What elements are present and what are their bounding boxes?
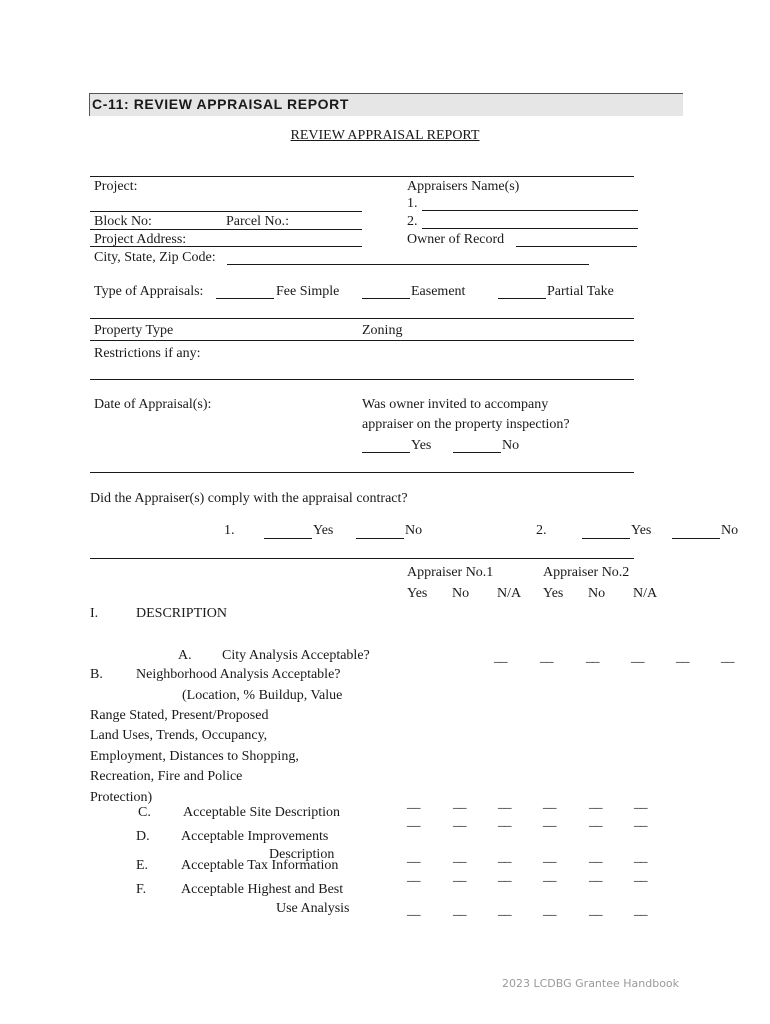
item-c-text: Acceptable Site Description: [183, 805, 341, 820]
item-a-blank[interactable]: __: [494, 650, 507, 665]
comply-1-yes-label: Yes: [313, 523, 334, 538]
item-b-detail: Range Stated, Present/Proposed: [90, 708, 269, 723]
city-state-zip-label: City, State, Zip Code:: [94, 250, 216, 265]
invited-no-blank[interactable]: [453, 452, 501, 453]
parcel-no-label: Parcel No.:: [226, 214, 289, 229]
appraiser-1-column-header: Appraiser No.1: [407, 565, 494, 580]
item-e-label: E.: [136, 858, 149, 873]
item-a-blank[interactable]: __: [721, 650, 734, 665]
section-title: DESCRIPTION: [136, 606, 228, 621]
item-d-blank[interactable]: __: [498, 850, 511, 865]
date-of-appraisal-label: Date of Appraisal(s):: [94, 397, 212, 412]
item-b-detail: Recreation, Fire and Police: [90, 769, 243, 784]
item-e-blank[interactable]: __: [634, 869, 647, 884]
project-address-field[interactable]: [90, 246, 362, 247]
partial-take-option: Partial Take: [547, 284, 614, 299]
item-f-text-continued: Use Analysis: [276, 901, 350, 916]
col-no-1: No: [452, 586, 470, 601]
item-b-detail: Protection): [90, 790, 153, 805]
item-c-label: C.: [138, 805, 151, 820]
item-e-blank[interactable]: __: [543, 869, 556, 884]
item-e-blank[interactable]: __: [498, 869, 511, 884]
appraiser-2-field[interactable]: [422, 228, 638, 229]
property-type-field[interactable]: [90, 340, 634, 341]
item-b-detail: Employment, Distances to Shopping,: [90, 749, 299, 764]
appraiser-2-column-header: Appraiser No.2: [543, 565, 630, 580]
item-b-blank[interactable]: __: [543, 796, 556, 811]
item-b-blank[interactable]: __: [407, 796, 420, 811]
item-b-blank[interactable]: __: [453, 796, 466, 811]
item-b-blank[interactable]: __: [498, 796, 511, 811]
invited-yes-label: Yes: [411, 438, 432, 453]
owner-of-record-label: Owner of Record: [407, 232, 505, 247]
rule-line: [90, 318, 634, 319]
item-d-blank[interactable]: __: [407, 850, 420, 865]
block-parcel-field[interactable]: [90, 229, 362, 230]
item-a-blank[interactable]: __: [631, 650, 644, 665]
project-label: Project:: [94, 179, 138, 194]
project-address-label: Project Address:: [94, 232, 187, 247]
block-no-label: Block No:: [94, 214, 152, 229]
item-b-blank[interactable]: __: [589, 796, 602, 811]
partial-take-blank[interactable]: [498, 298, 546, 299]
col-yes-2: Yes: [543, 586, 564, 601]
item-a-label: A.: [178, 648, 192, 663]
comply-2-no-blank[interactable]: [672, 538, 720, 539]
restrictions-field[interactable]: [90, 379, 634, 380]
item-d-text-continued: Description: [269, 847, 335, 862]
item-e-blank[interactable]: __: [453, 869, 466, 884]
item-b-text: Neighborhood Analysis Acceptable?: [136, 667, 341, 682]
easement-option: Easement: [411, 284, 466, 299]
item-f-blank[interactable]: __: [407, 903, 420, 918]
zoning-label: Zoning: [362, 323, 403, 338]
comply-question: Did the Appraiser(s) comply with the appraisal contract?: [90, 491, 408, 506]
document-title: REVIEW APPRAISAL REPORT: [290, 128, 480, 143]
item-f-label: F.: [136, 882, 147, 897]
item-d-blank[interactable]: __: [453, 850, 466, 865]
item-d-text: Acceptable Improvements: [181, 829, 329, 844]
comply-1-no-blank[interactable]: [356, 538, 404, 539]
fee-simple-option: Fee Simple: [276, 284, 340, 299]
type-of-appraisals-label: Type of Appraisals:: [94, 284, 204, 299]
rule-line: [90, 472, 634, 473]
item-d-blank[interactable]: __: [634, 850, 647, 865]
item-c-blank[interactable]: __: [589, 814, 602, 829]
appraiser-1-label: 1.: [407, 196, 418, 211]
item-c-blank[interactable]: __: [543, 814, 556, 829]
item-d-blank[interactable]: __: [543, 850, 556, 865]
item-f-blank[interactable]: __: [589, 903, 602, 918]
owner-invited-question-1: Was owner invited to accompany: [362, 397, 549, 412]
item-c-blank[interactable]: __: [407, 814, 420, 829]
item-e-text: Acceptable Tax Information: [181, 858, 339, 873]
item-d-label: D.: [136, 829, 150, 844]
section-number: I.: [90, 606, 99, 621]
item-a-blank[interactable]: __: [586, 650, 599, 665]
item-e-blank[interactable]: __: [407, 869, 420, 884]
col-na-1: N/A: [497, 586, 522, 601]
item-f-blank[interactable]: __: [634, 903, 647, 918]
item-a-blank[interactable]: __: [540, 650, 553, 665]
col-no-2: No: [588, 586, 606, 601]
item-b-detail: (Location, % Buildup, Value: [182, 688, 343, 703]
item-f-blank[interactable]: __: [453, 903, 466, 918]
comply-1-no-label: No: [405, 523, 423, 538]
item-f-text: Acceptable Highest and Best: [181, 882, 344, 897]
col-na-2: N/A: [633, 586, 658, 601]
page-footer: 2023 LCDBG Grantee Handbook: [502, 977, 680, 990]
comply-2-yes-label: Yes: [631, 523, 652, 538]
owner-of-record-field[interactable]: [516, 246, 637, 247]
item-c-blank[interactable]: __: [634, 814, 647, 829]
appraiser-1-field[interactable]: [422, 210, 638, 211]
item-e-blank[interactable]: __: [589, 869, 602, 884]
rule-line: [90, 558, 634, 559]
item-b-detail: Land Uses, Trends, Occupancy,: [90, 728, 268, 743]
item-c-blank[interactable]: __: [453, 814, 466, 829]
restrictions-label: Restrictions if any:: [94, 346, 201, 361]
rule-line: [90, 176, 634, 177]
invited-no-label: No: [502, 438, 520, 453]
project-field[interactable]: [90, 211, 362, 212]
comply-1-yes-blank[interactable]: [264, 538, 312, 539]
appraisers-name-label: Appraisers Name(s): [407, 179, 520, 194]
item-f-blank[interactable]: __: [498, 903, 511, 918]
comply-appraiser-1-number: 1.: [224, 523, 235, 538]
item-d-blank[interactable]: __: [589, 850, 602, 865]
owner-invited-question-2: appraiser on the property inspection?: [362, 417, 570, 432]
item-a-text: City Analysis Acceptable?: [222, 648, 370, 663]
item-b-blank[interactable]: __: [634, 796, 647, 811]
comply-2-no-label: No: [721, 523, 739, 538]
comply-2-yes-blank[interactable]: [582, 538, 630, 539]
appraiser-2-label: 2.: [407, 214, 418, 229]
item-f-blank[interactable]: __: [543, 903, 556, 918]
section-header-title: C-11: REVIEW APPRAISAL REPORT: [92, 96, 349, 112]
item-c-blank[interactable]: __: [498, 814, 511, 829]
col-yes-1: Yes: [407, 586, 428, 601]
city-state-zip-field[interactable]: [227, 264, 589, 265]
invited-yes-blank[interactable]: [362, 452, 410, 453]
item-a-blank[interactable]: __: [676, 650, 689, 665]
comply-appraiser-2-number: 2.: [536, 523, 547, 538]
easement-blank[interactable]: [362, 298, 410, 299]
item-b-label: B.: [90, 667, 103, 682]
fee-simple-blank[interactable]: [216, 298, 274, 299]
property-type-label: Property Type: [94, 323, 174, 338]
